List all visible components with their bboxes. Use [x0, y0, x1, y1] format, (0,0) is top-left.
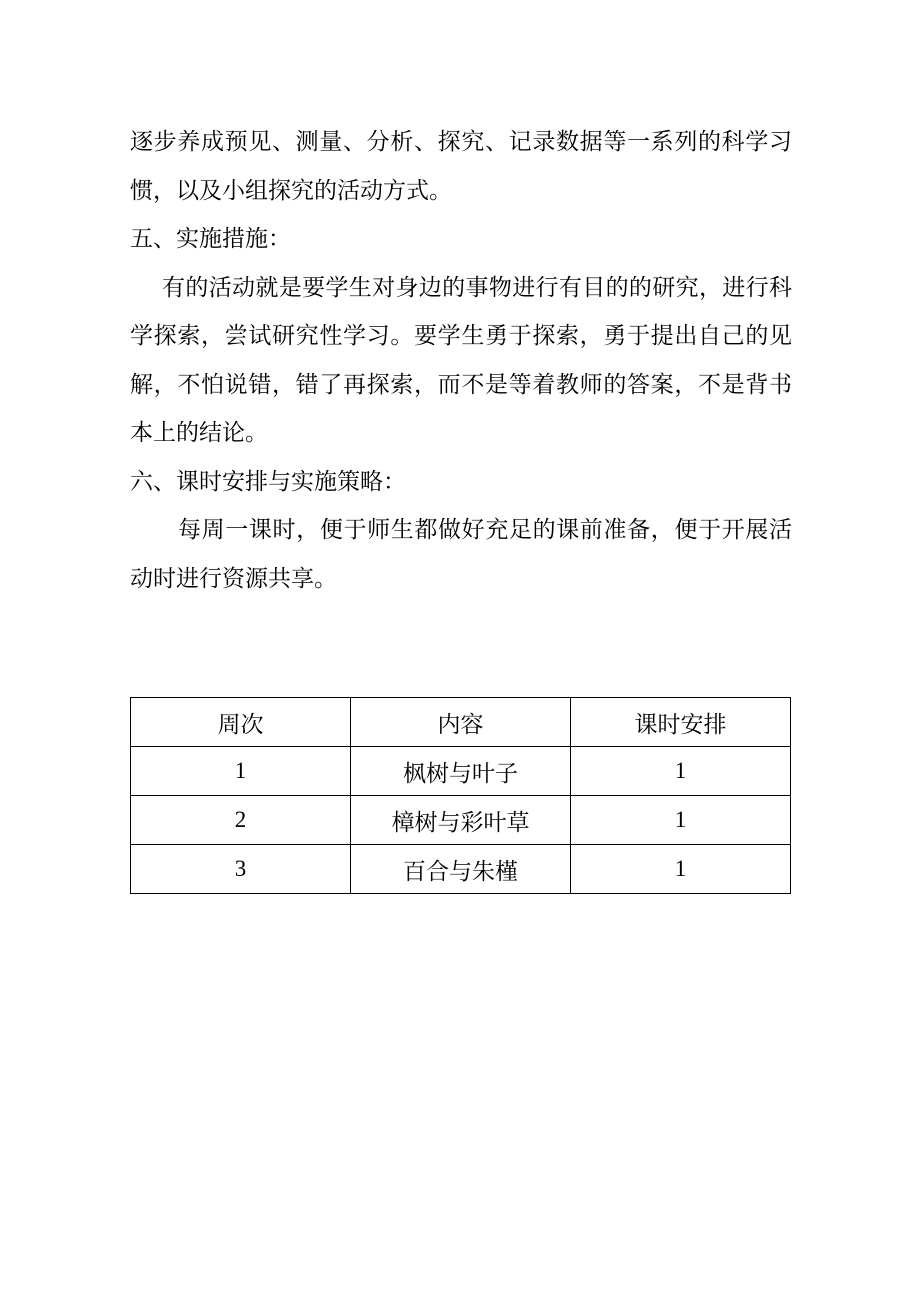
schedule-table — [130, 697, 791, 894]
paragraph-line: 动时进行资源共享。 — [130, 565, 337, 592]
cell-hours: 1 — [571, 796, 791, 845]
header-hours: 课时安排 — [571, 698, 791, 747]
paragraph-line: 有的活动就是要学生对身边的事物进行有目的的研究，进行科 — [162, 274, 792, 301]
cell-hours: 1 — [571, 747, 791, 796]
table-row — [131, 796, 791, 845]
table-row — [131, 845, 791, 894]
section-heading: 六、课时安排与实施策略： — [130, 468, 406, 495]
cell-week: 2 — [131, 796, 351, 845]
paragraph-line: 逐步养成预见、测量、分析、探究、记录数据等一系列的科学习 — [130, 129, 792, 155]
cell-content: 百合与朱槿 — [351, 845, 571, 894]
cell-week: 3 — [131, 845, 351, 894]
paragraph-line: 学探索，尝试研究性学习。要学生勇于探索，勇于提出自己的见 — [130, 323, 792, 349]
table-header-row — [131, 698, 791, 747]
header-content: 内容 — [351, 698, 571, 747]
paragraph-line: 每周一课时，便于师生都做好充足的课前准备，便于开展活 — [178, 517, 792, 543]
table-row — [131, 747, 791, 796]
cell-hours: 1 — [571, 845, 791, 894]
paragraph-line: 解，不怕说错，错了再探索，而不是等着教师的答案，不是背书 — [130, 371, 792, 398]
paragraph-line: 本上的结论。 — [130, 420, 268, 446]
paragraph-line: 惯，以及小组探究的活动方式。 — [130, 177, 452, 204]
section-heading: 五、实施措施： — [130, 226, 291, 252]
cell-content: 樟树与彩叶草 — [351, 796, 571, 845]
cell-week: 1 — [131, 747, 351, 796]
cell-content: 枫树与叶子 — [351, 747, 571, 796]
document-body — [130, 118, 792, 603]
header-week: 周次 — [131, 698, 351, 747]
